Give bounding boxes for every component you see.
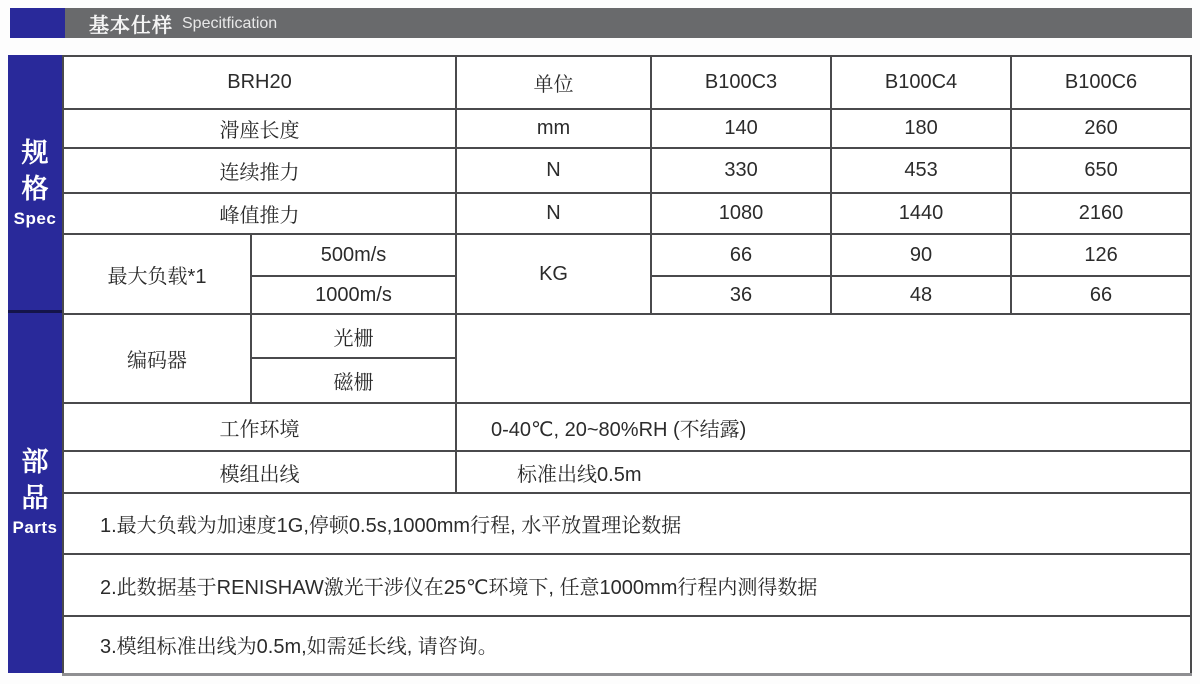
model-name-cell: BRH20 [63,56,456,109]
value-cell: 330 [651,148,831,193]
unit-cell: N [456,148,651,193]
condition-cell: 500m/s [251,234,456,276]
col-header-b100c4: B100C4 [831,56,1011,109]
cable-value-cell: 标准出线0.5m [456,451,1191,493]
encoder-label: 编码器 [63,314,251,403]
max-load-label: 最大负载*1 [63,234,251,314]
environment-value-cell: 0-40℃, 20~80%RH (不结露) [456,403,1191,451]
encoder-value-cell-empty [456,314,1191,403]
value-cell: 1440 [831,193,1011,234]
unit-header-cell: 单位 [456,56,651,109]
note-text: 1.最大负载为加速度1G,停顿0.5s,1000mm行程, 水平放置理论数据 [63,493,1191,554]
value-cell: 66 [651,234,831,276]
encoder-type-cell: 磁栅 [251,358,456,403]
col-header-b100c3: B100C3 [651,56,831,109]
table-row-note-3 [63,616,1191,674]
table-row-cable [63,451,1191,493]
value-cell: 140 [651,109,831,148]
table-row-encoder-optical [63,314,1191,358]
value-cell: 1080 [651,193,831,234]
value-cell: 66 [1011,276,1191,314]
value-cell: 2160 [1011,193,1191,234]
value-cell: 90 [831,234,1011,276]
rail-section-parts [8,313,62,670]
unit-cell: KG [456,234,651,314]
value-cell: 48 [831,276,1011,314]
side-rail [8,55,62,673]
table-row-continuous-thrust [63,148,1191,193]
table-row-slider-length [63,109,1191,148]
table-row-environment [63,403,1191,451]
unit-cell: mm [456,109,651,148]
table-row-max-load-500 [63,234,1191,276]
unit-cell: N [456,193,651,234]
section-title-cn: 基本仕样 [89,14,173,37]
note-text: 3.模组标准出线为0.5m,如需延长线, 请咨询。 [63,616,1191,674]
row-label: 工作环境 [63,403,456,451]
table-row-note-2 [63,554,1191,616]
value-cell: 453 [831,148,1011,193]
rail-section-spec [8,55,62,313]
condition-cell: 1000m/s [251,276,456,314]
value-cell: 260 [1011,109,1191,148]
row-label: 模组出线 [63,451,456,493]
table-header-row [63,56,1191,109]
col-header-b100c6: B100C6 [1011,56,1191,109]
value-cell: 126 [1011,234,1191,276]
rail-spec-label-en: Spec [13,208,57,228]
value-cell: 180 [831,109,1011,148]
value-cell: 650 [1011,148,1191,193]
row-label: 峰值推力 [63,193,456,234]
table-row-peak-thrust [63,193,1191,234]
rail-spec-label-cn: 规格 [21,138,49,204]
note-text: 2.此数据基于RENISHAW激光干涉仪在25℃环境下, 任意1000mm行程内测得数据 [63,554,1191,616]
value-cell: 36 [651,276,831,314]
section-header-bar [10,8,1192,38]
encoder-type-cell: 光栅 [251,314,456,358]
row-label: 滑座长度 [63,109,456,148]
accent-block [10,8,65,38]
row-label: 连续推力 [63,148,456,193]
section-title-en: Specitfication [182,15,278,32]
rail-parts-label-en: Parts [12,517,58,537]
spec-table [62,55,1192,676]
table-row-note-1 [63,493,1191,554]
rail-parts-label-cn: 部品 [21,447,49,513]
